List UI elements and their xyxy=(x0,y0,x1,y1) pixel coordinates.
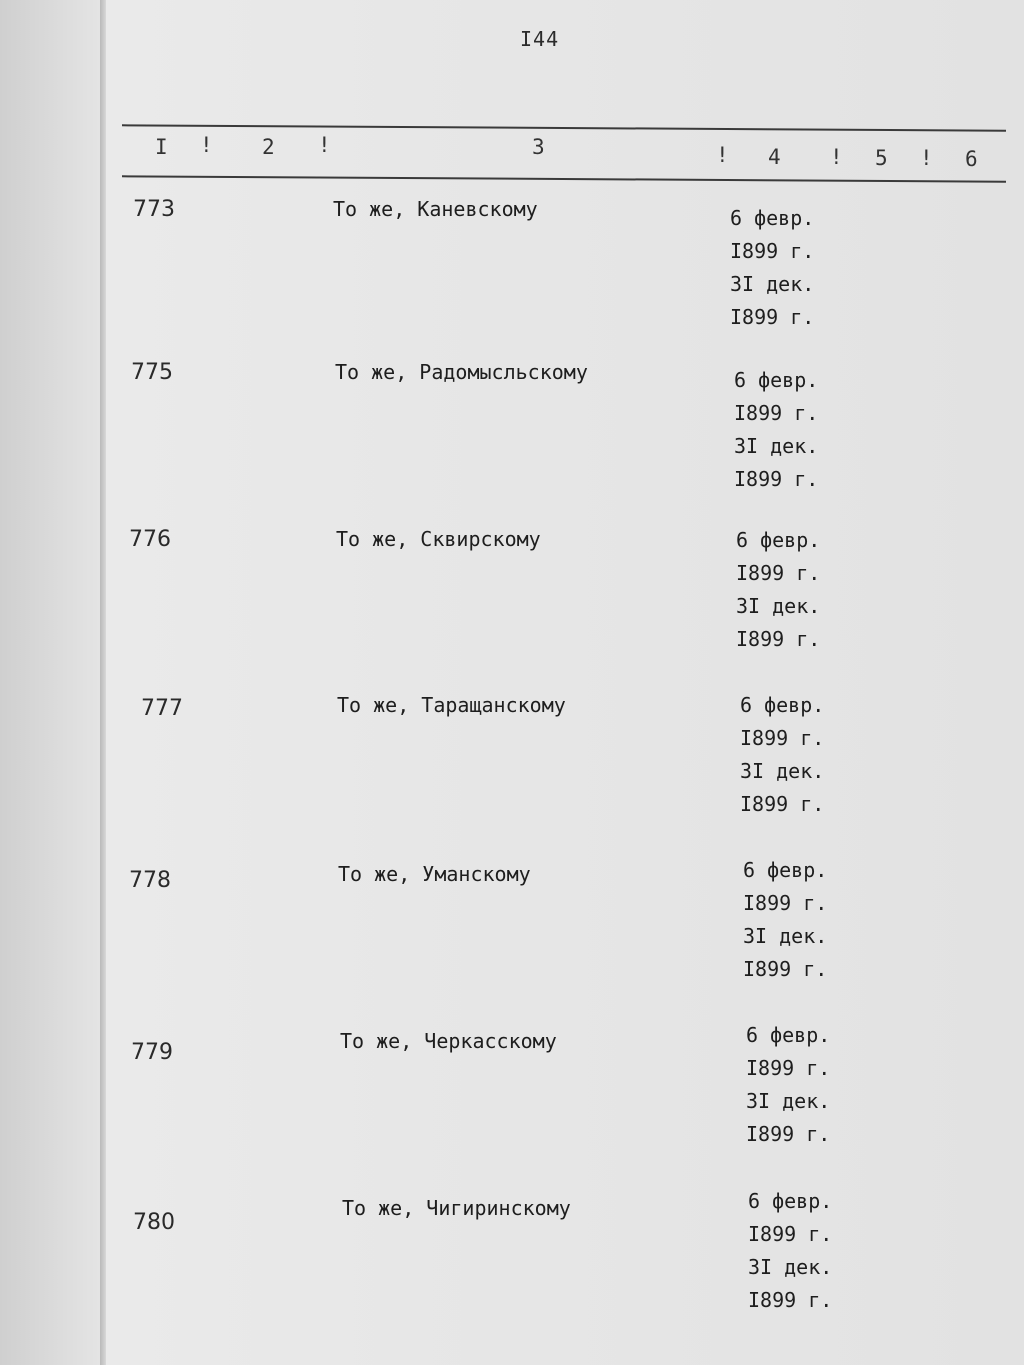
date-start: 6 февр. xyxy=(730,206,815,230)
entry-title: То же, Радомысльскому xyxy=(335,360,588,384)
date-start: 6 февр. xyxy=(734,368,819,392)
date-end: 3I дек. xyxy=(740,759,825,783)
header-separator: ! xyxy=(830,145,843,169)
table-header-top-rule xyxy=(122,124,1006,131)
date-start: 6 февр. xyxy=(736,528,821,552)
entry-number: 775 xyxy=(131,360,173,385)
page-binding-edge xyxy=(100,0,106,1365)
date-start-year: I899 г. xyxy=(736,561,821,585)
header-separator: ! xyxy=(920,146,933,170)
entry-title: То же, Уманскому xyxy=(338,862,531,886)
table-header-bottom-rule xyxy=(122,175,1006,182)
entry-number: 777 xyxy=(141,696,183,721)
header-col-5: 5 xyxy=(875,146,888,170)
date-end: 3I дек. xyxy=(746,1089,831,1113)
entry-title: То же, Таращанскому xyxy=(337,693,566,717)
date-start: 6 февр. xyxy=(748,1189,833,1213)
date-end-year: I899 г. xyxy=(743,957,828,981)
date-end: 3I дек. xyxy=(734,434,819,458)
page-number: I44 xyxy=(520,27,560,51)
date-start: 6 февр. xyxy=(740,693,825,717)
date-end-year: I899 г. xyxy=(748,1288,833,1312)
date-start-year: I899 г. xyxy=(748,1222,833,1246)
entry-number: 773 xyxy=(133,197,175,222)
date-start: 6 февр. xyxy=(746,1023,831,1047)
header-col-4: 4 xyxy=(768,145,781,169)
header-col-6: 6 xyxy=(965,147,978,171)
date-end-year: I899 г. xyxy=(730,305,815,329)
entry-number: 776 xyxy=(129,527,171,552)
date-start-year: I899 г. xyxy=(730,239,815,263)
date-end: 3I дек. xyxy=(736,594,821,618)
date-end: 3I дек. xyxy=(748,1255,833,1279)
date-end-year: I899 г. xyxy=(734,467,819,491)
header-separator: ! xyxy=(716,143,729,167)
date-start-year: I899 г. xyxy=(734,401,819,425)
date-end-year: I899 г. xyxy=(740,792,825,816)
header-col-3: 3 xyxy=(532,135,545,159)
entry-title: То же, Чигиринскому xyxy=(342,1196,571,1220)
header-col-1: I xyxy=(155,135,168,159)
entry-dates xyxy=(740,689,824,821)
entry-number: 778 xyxy=(129,868,171,893)
entry-dates xyxy=(748,1185,832,1317)
entry-dates xyxy=(734,364,818,496)
entry-title: То же, Черкасскому xyxy=(340,1029,557,1053)
entry-title: То же, Каневскому xyxy=(333,197,538,221)
entry-title: То же, Сквирскому xyxy=(336,527,541,551)
entry-dates xyxy=(743,854,827,986)
date-start-year: I899 г. xyxy=(743,891,828,915)
header-separator: ! xyxy=(200,133,213,157)
date-end-year: I899 г. xyxy=(736,627,821,651)
header-separator: ! xyxy=(318,133,331,157)
date-end-year: I899 г. xyxy=(746,1122,831,1146)
header-col-2: 2 xyxy=(262,135,275,159)
date-end: 3I дек. xyxy=(743,924,828,948)
entry-dates xyxy=(736,524,820,656)
entry-dates xyxy=(730,202,814,334)
date-start: 6 февр. xyxy=(743,858,828,882)
date-start-year: I899 г. xyxy=(746,1056,831,1080)
date-end: 3I дек. xyxy=(730,272,815,296)
date-start-year: I899 г. xyxy=(740,726,825,750)
entry-number: 780 xyxy=(133,1210,175,1235)
entry-number: 779 xyxy=(131,1040,173,1065)
entry-dates xyxy=(746,1019,830,1151)
